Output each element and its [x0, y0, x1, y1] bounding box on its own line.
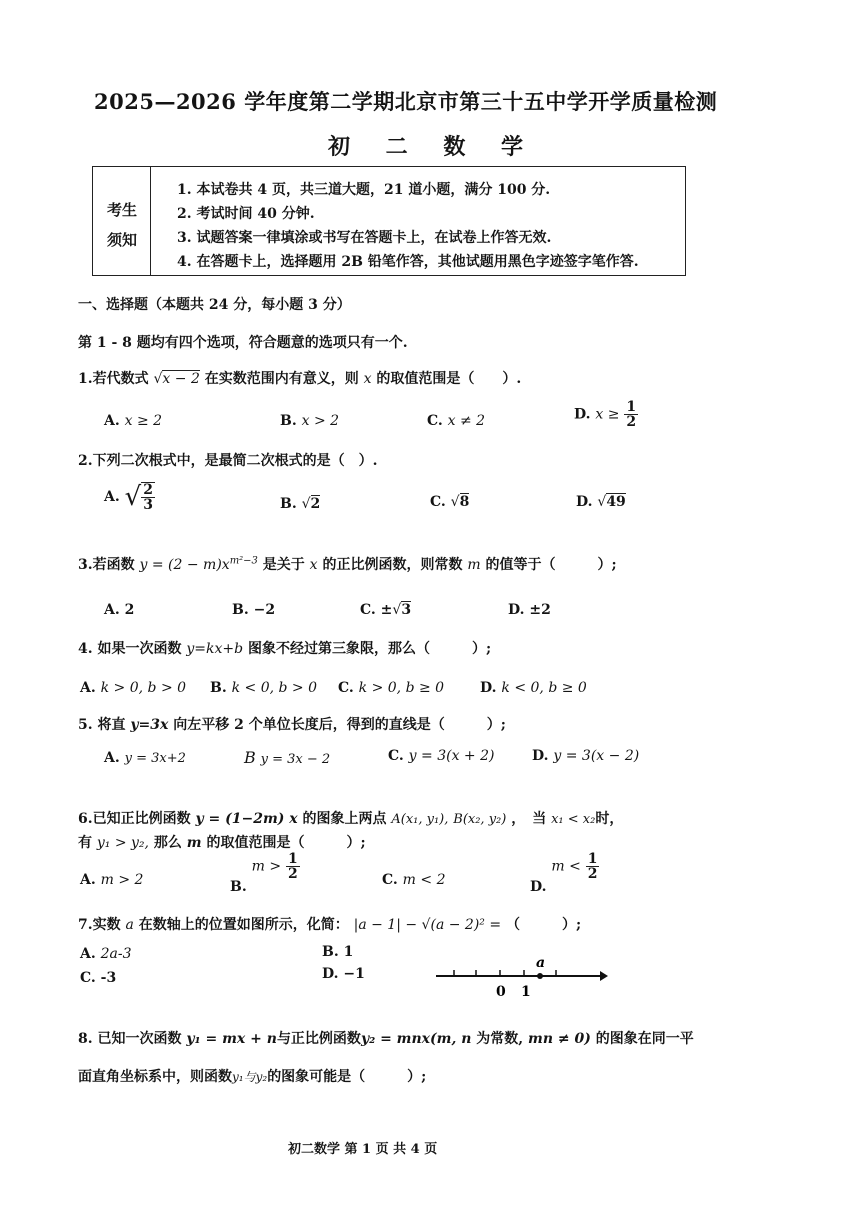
q1-option-d-label: D. — [574, 406, 591, 423]
q4-option-a-label: A. — [80, 680, 96, 696]
q5-stem-a: 5. 将直 — [78, 717, 126, 733]
question-2-stem: 2.下列二次根式中，是最简二次根式的是（ ）. — [78, 453, 378, 469]
q2-option-c-text: 8 — [459, 494, 470, 510]
q6-option-b[interactable] — [230, 851, 300, 895]
q2-option-d[interactable] — [576, 494, 626, 510]
number-line-label-1: 1 — [521, 984, 531, 1000]
q7-option-a-text: 2a-3 — [100, 946, 132, 962]
notice-label-cell — [93, 167, 151, 275]
q8-line2-a: 面直角坐标系中，则函数 — [78, 1069, 232, 1085]
q5-option-a-text: y = 3x+2 — [124, 751, 186, 766]
q6-point-b: B(x₂, y₂) — [453, 812, 507, 827]
q7-option-d[interactable] — [322, 966, 365, 982]
q5-option-b-text: y = 3x − 2 — [260, 752, 331, 767]
q5-option-a[interactable] — [104, 750, 186, 766]
q1-d-num: 1 — [626, 399, 637, 415]
q8-cond: mn ≠ 0) — [528, 1031, 591, 1047]
question-6-stem-line1 — [78, 808, 623, 828]
notice-item-2: 2. 考试时间 40 分钟. — [177, 206, 315, 222]
q6-option-d-fraction — [586, 852, 600, 881]
q3-option-a-text: 2 — [124, 602, 135, 618]
page-footer: 初二数学 第 1 页 共 4 页 — [288, 1142, 438, 1157]
q8-line1-b: 与正比例函数 — [276, 1031, 361, 1047]
q3-stem-c: 的正比例函数，则常数 — [322, 557, 463, 573]
q8-func1: y₁ = mx + n — [186, 1031, 277, 1047]
sqrt-icon: √ — [301, 496, 311, 512]
q6-b-den: 2 — [287, 866, 298, 882]
q1-option-a-text: x ≥ 2 — [124, 413, 163, 429]
q8-line1-c: 为常数, — [476, 1031, 524, 1047]
q5-option-c[interactable] — [388, 748, 494, 764]
q5-option-d[interactable] — [532, 748, 639, 764]
q6-stem-b: 的图象上两点 — [302, 811, 387, 827]
q7-option-b[interactable] — [322, 944, 353, 960]
q5-option-d-label: D. — [532, 748, 549, 764]
q7-expr: |a − 1| − √(a − 2)² = — [353, 917, 502, 933]
q2-option-b-label: B. — [280, 496, 297, 512]
q2-option-b-text: 2 — [310, 496, 321, 512]
q3-option-d-text: ±2 — [529, 602, 551, 618]
question-8-stem-line1 — [78, 1028, 694, 1048]
q7-stem-b: 在数轴上的位置如图所示，化简： — [138, 917, 349, 933]
q1-option-b[interactable] — [280, 413, 339, 429]
q6-cond: x₁ < x₂ — [551, 812, 596, 827]
q6-option-c[interactable] — [382, 872, 445, 888]
q3-option-b[interactable] — [232, 602, 275, 618]
q6-option-c-label: C. — [382, 872, 398, 888]
q6-d-num: 1 — [587, 851, 598, 867]
number-line-arrow-icon — [600, 971, 608, 981]
q2-a-num: 2 — [143, 482, 153, 498]
q6-option-a-text: m > 2 — [100, 872, 144, 888]
q3-option-d[interactable] — [508, 602, 551, 618]
q8-line1-d: 的图象在同一平 — [595, 1031, 694, 1047]
section-heading: 一、选择题（本题共 24 分，每小题 3 分） — [78, 297, 351, 313]
q3-option-b-label: B. — [232, 602, 249, 618]
section-instruction: 第 1 - 8 题均有四个选项，符合题意的选项只有一个. — [78, 335, 408, 351]
q3-option-d-label: D. — [508, 602, 525, 618]
q3-option-a-label: A. — [104, 602, 120, 618]
q8-line1-a: 8. 已知一次函数 — [78, 1031, 182, 1047]
q2-option-c-label: C. — [430, 494, 446, 510]
q1-d-den: 2 — [626, 414, 637, 430]
q4-stem-a: 4. 如果一次函数 — [78, 641, 182, 657]
question-6-stem-line2 — [78, 832, 366, 852]
q4-option-c[interactable] — [338, 680, 444, 696]
q6-option-b-label: B. — [230, 878, 247, 895]
q3-option-c-text: 3 — [401, 602, 412, 618]
q6-line2-b: 那么 — [153, 835, 182, 851]
q1-option-b-label: B. — [280, 413, 297, 429]
q7-option-b-text: 1 — [343, 944, 354, 960]
q6-option-d[interactable] — [530, 851, 599, 895]
q6-b-num: 1 — [287, 851, 298, 867]
q3-option-c[interactable] — [360, 602, 411, 618]
q1-option-d[interactable] — [574, 400, 638, 429]
q6-stem-c: ， 当 — [511, 811, 547, 827]
q7-stem-a: 7.实数 — [78, 917, 121, 933]
notice-item-3: 3. 试题答案一律填涂或书写在答题卡上，在试卷上作答无效. — [177, 230, 552, 246]
q6-option-b-fraction — [286, 852, 300, 881]
q3-exp: m²−3 — [229, 555, 258, 567]
q2-option-d-label: D. — [576, 494, 593, 510]
q6-line2-a: 有 — [78, 835, 92, 851]
q5-option-b[interactable] — [244, 748, 330, 767]
q4-option-c-text: k > 0, b ≥ 0 — [358, 680, 445, 696]
notice-item-4: 4. 在答题卡上，选择题用 2B 铅笔作答，其他试题用黑色字迹签字笔作答. — [177, 254, 639, 270]
q5-func: y=3x — [130, 717, 169, 733]
question-3-stem — [78, 554, 617, 574]
number-line-point-a — [537, 973, 543, 979]
sqrt-icon: √ — [153, 371, 163, 387]
q1-var: x — [363, 371, 372, 387]
sqrt-icon: √ — [597, 494, 607, 510]
q7-option-c-text: -3 — [100, 970, 117, 986]
q6-option-d-pre: m < — [551, 858, 581, 875]
q4-option-a-text: k > 0, b > 0 — [100, 680, 187, 696]
q5-stem-b: 向左平移 2 个单位长度后，得到的直线是（ ）; — [173, 717, 506, 733]
q6-option-a[interactable] — [80, 872, 143, 888]
q2-option-c[interactable] — [430, 494, 469, 510]
q8-line2-c: 的图象可能是（ ）; — [267, 1069, 427, 1085]
notice-label-2: 须知 — [106, 231, 137, 249]
q2-option-a[interactable] — [104, 482, 155, 512]
q6-var-m: m — [186, 835, 202, 851]
notice-item-1: 1. 本试卷共 4 页，共三道大题，21 道小题，满分 100 分. — [177, 182, 551, 198]
q6-option-b-pre: m > — [251, 858, 282, 875]
q4-option-a[interactable] — [80, 680, 186, 696]
q6-line2-c: 的取值范围是（ ）; — [206, 835, 366, 851]
q4-stem-b: 图象不经过第三象限，那么（ ）; — [247, 641, 492, 657]
q6-point-a: A(x₁, y₁), — [391, 812, 449, 827]
q7-option-d-text: −1 — [343, 966, 365, 982]
q4-option-b-label: B. — [210, 680, 227, 696]
q1-stem-b: 在实数范围内有意义，则 — [204, 371, 359, 387]
q6-option-d-label: D. — [530, 878, 547, 895]
q3-stem-d: 的值等于（ ）; — [485, 557, 617, 573]
q3-option-c-label: C. — [360, 602, 376, 618]
q1-option-c[interactable] — [427, 413, 485, 429]
q6-option-a-label: A. — [80, 872, 96, 888]
q4-option-d-text: k < 0, b ≥ 0 — [501, 680, 587, 696]
question-8-stem-line2 — [78, 1066, 426, 1086]
number-line — [436, 958, 608, 1002]
q6-option-c-text: m < 2 — [402, 872, 446, 888]
q8-func2: y₂ = mnx(m, n — [360, 1031, 472, 1047]
q1-expr: x − 2 — [162, 371, 200, 387]
q6-func: y = (1−2m) x — [195, 811, 298, 827]
q3-option-c-pre: ± — [380, 602, 393, 618]
q2-option-a-label: A. — [104, 489, 120, 505]
notice-box — [92, 166, 686, 276]
q7-option-c-label: C. — [80, 970, 96, 986]
sqrt-icon: √ — [450, 494, 460, 510]
q7-option-d-label: D. — [322, 966, 339, 982]
q1-option-a-label: A. — [104, 413, 120, 429]
q5-option-b-label: B — [244, 748, 256, 767]
q4-option-b[interactable] — [210, 680, 317, 696]
q3-option-b-text: −2 — [253, 602, 276, 618]
q5-option-a-label: A. — [104, 750, 120, 766]
q8-line2-b: y₁与y₂ — [232, 1070, 268, 1084]
q2-option-b[interactable] — [280, 496, 320, 512]
q2-a-den: 3 — [143, 497, 153, 513]
q3-var-m: m — [467, 557, 481, 573]
number-line-label-a: a — [536, 958, 546, 971]
page-subtitle: 初 二 数 学 — [328, 134, 537, 160]
q7-var-a: a — [125, 917, 134, 933]
q7-option-b-label: B. — [322, 944, 339, 960]
q3-stem-b: 是关于 — [262, 557, 305, 573]
q1-option-c-label: C. — [427, 413, 443, 429]
q1-option-d-pre: x ≥ — [595, 406, 620, 423]
q1-stem-c: 的取值范围是（ ）. — [376, 371, 522, 387]
q1-option-d-fraction — [624, 400, 638, 429]
sqrt-icon: √ — [392, 602, 402, 618]
q1-option-b-text: x > 2 — [301, 413, 340, 429]
q4-option-b-text: k < 0, b > 0 — [231, 680, 318, 696]
q7-option-c[interactable] — [80, 970, 116, 986]
q1-stem-a: 1.若代数式 — [78, 371, 149, 387]
q5-option-c-label: C. — [388, 748, 404, 764]
q7-option-a-label: A. — [80, 946, 96, 962]
q6-stem-a: 6.已知正比例函数 — [78, 811, 191, 827]
q3-option-a[interactable] — [104, 602, 134, 618]
q7-option-a[interactable] — [80, 946, 132, 962]
q6-cond2: y₁ > y₂, — [96, 835, 149, 851]
q6-stem-d: 时， — [595, 811, 624, 827]
q1-option-c-text: x ≠ 2 — [447, 413, 486, 429]
sqrt-icon: √ — [124, 482, 142, 512]
question-4-stem — [78, 638, 491, 658]
q3-stem-a: 3.若函数 — [78, 557, 135, 573]
question-5-stem — [78, 714, 506, 734]
question-1-stem — [78, 368, 521, 388]
page-title: 2025—2026 学年度第二学期北京市第三十五中学开学质量检测 — [94, 89, 718, 114]
q5-option-c-text: y = 3(x + 2) — [408, 748, 495, 764]
q4-option-c-label: C. — [338, 680, 354, 696]
number-line-label-0: 0 — [496, 984, 506, 1000]
q2-option-d-text: 49 — [606, 494, 626, 510]
q5-option-d-text: y = 3(x − 2) — [553, 748, 640, 764]
q4-func: y=kx+b — [186, 641, 244, 657]
question-7-stem — [78, 914, 581, 934]
q1-option-a[interactable] — [104, 413, 162, 429]
q6-d-den: 2 — [587, 866, 598, 882]
q4-option-d-label: D. — [480, 680, 497, 696]
q3-var-x: x — [309, 557, 318, 573]
q3-func: y = (2 − m)x — [139, 557, 230, 573]
q2-option-a-fraction — [141, 482, 155, 512]
q7-stem-c: （ ）; — [505, 917, 582, 933]
notice-label-1: 考生 — [106, 201, 137, 219]
q4-option-d[interactable] — [480, 680, 587, 696]
